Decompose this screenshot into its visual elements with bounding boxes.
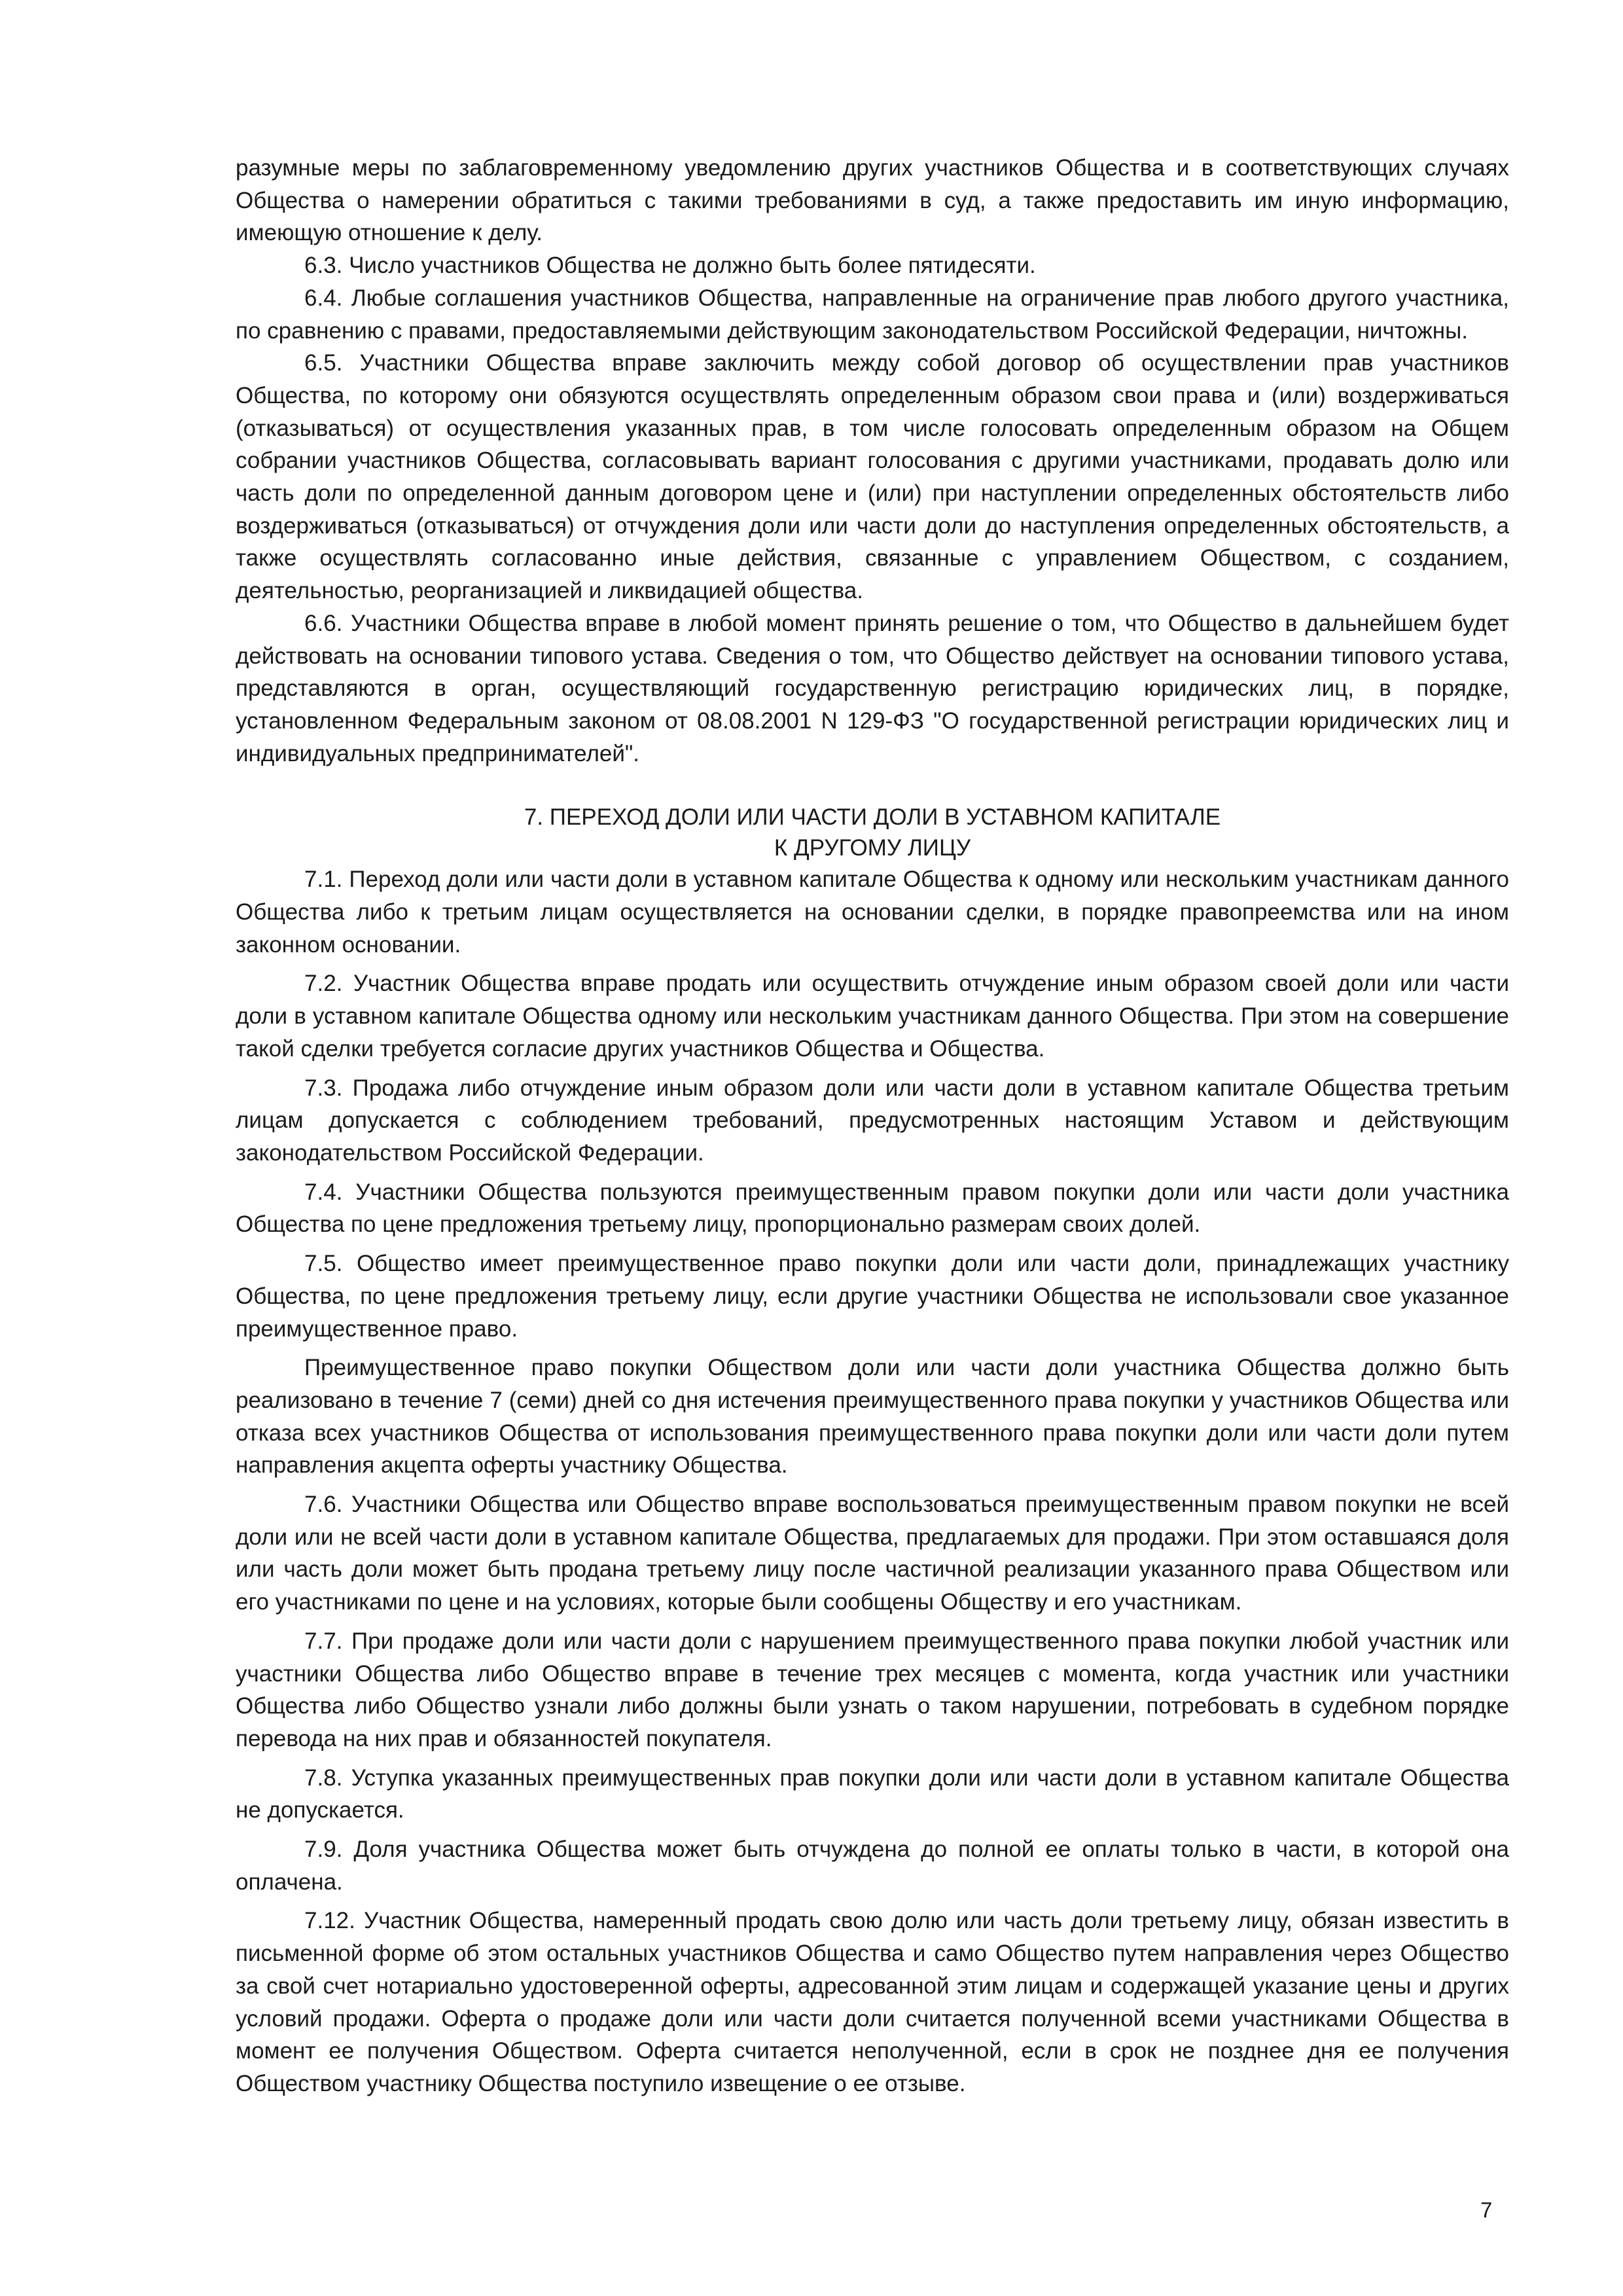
paragraph-6-4: 6.4. Любые соглашения участников Общества, направленные на ограничение прав любого другого участника, по сравнению с правами, предоставляемыми действующим законодательством Российской Федерации, ничтожны.: [236, 285, 1509, 344]
paragraph-6-3: 6.3. Число участников Общества не должно быть более пятидесяти.: [304, 253, 1036, 279]
paragraph-7-8: 7.8. Уступка указанных преимущественных прав покупки доли или части доли в уставном капитале Общества не допускается.: [236, 1765, 1509, 1823]
paragraph-preemptive-right: Преимущественное право покупки Обществом доли или части доли участника Общества должно быть реализовано в течение 7 (семи) дней со дня истечения преимущественного права покупки у участников Общества или отказа всех участников Общества от использования преимущественного права покупки доли или части доли путем направления акцепта оферты участнику Общества.: [236, 1355, 1509, 1479]
paragraphs-after: [236, 863, 1509, 2100]
paragraph-7-5: 7.5. Общество имеет преимущественное право покупки доли или части доли, принадлежащих участнику Общества, по цене предложения третьему лицу, если другие участники Общества не использовали свое указанное преимущественное право.: [236, 1251, 1509, 1342]
paragraph-7-9: 7.9. Доля участника Общества может быть отчуждена до полной ее оплаты только в части, в которой она оплачена.: [236, 1837, 1509, 1895]
paragraph: разумные меры по заблаговременному уведомлению других участников Общества и в соответствующих случаях Общества о намерении обратиться с такими требованиями в суд, а также предоставить им иную информацию, имеющую отношение к делу.: [236, 155, 1509, 246]
paragraph-6-5: 6.5. Участники Общества вправе заключить между собой договор об осуществлении прав участников Общества, по которому они обязуются осуществлять определенным образом свои права и (или) воздерживаться (отказываться) от осуществления указанных прав, в том числе голосовать определенным образом на Общем собрании участников Общества, согласовывать вариант голосования с другими участниками, продавать долю или часть доли по определенной данным договором цене и (или) при наступлении определенных обстоятельств либо воздерживаться (отказываться) от отчуждения доли или части доли до наступления определенных обстоятельств, а также осуществлять согласованно иные действия, связанные с управлением Обществом, с созданием, деятельностью, реорганизацией и ликвидацией общества.: [236, 350, 1509, 604]
paragraph-7-4: 7.4. Участники Общества пользуются преимущественным правом покупки доли или части доли участника Общества по цене предложения третьему лицу, пропорционально размерам своих долей.: [236, 1179, 1509, 1238]
paragraph-7-2: 7.2. Участник Общества вправе продать или осуществить отчуждение иным образом своей доли или части доли в уставном капитале Общества одному или нескольким участникам данного Общества. При этом на совершение такой сделки требуется согласие других участников Общества и Общества.: [236, 971, 1509, 1062]
page-number: 7: [1480, 2198, 1493, 2222]
paragraphs-before: [236, 152, 1509, 770]
paragraph-7-3: 7.3. Продажа либо отчуждение иным образом доли или части доли в уставном капитале Общества третьим лицам допускается с соблюдением требований, предусмотренных настоящим Уставом и действующим законодательством Российской Федерации.: [236, 1075, 1509, 1166]
paragraph-7-1: 7.1. Переход доли или части доли в уставном капитале Общества к одному или нескольким участникам данного Общества либо к третьим лицам осуществляется на основании сделки, в порядке правопреемства или на ином законном основании.: [236, 867, 1509, 958]
section-title-line-2: К ДРУГОМУ ЛИЦУ: [774, 835, 971, 861]
paragraph-6-6: 6.6. Участники Общества вправе в любой момент принять решение о том, что Общество в дальнейшем будет действовать на основании типового устава. Сведения о том, что Общество действует на основании типового устава, представляются в орган, осуществляющий государственную регистрацию юридических лиц, в порядке, установленном Федеральным законом от 08.08.2001 N 129-ФЗ "О государственной регистрации юридических лиц и индивидуальных предпринимателей".: [236, 610, 1509, 766]
paragraph-7-12: 7.12. Участник Общества, намеренный продать свою долю или часть доли третьему лицу, обязан известить в письменной форме об этом остальных участников Общества и само Общество путем направления через Общество за свой счет нотариально удостоверенной оферты, адресованной этим лицам и содержащей указание цены и других условий продажи. Оферта о продаже доли или части доли считается полученной всеми участниками Общества в момент ее получения Обществом. Оферта считается неполученной, если в срок не позднее дня ее получения Обществом участнику Общества поступило извещение о ее отзыве.: [236, 1908, 1509, 2096]
section-title-line-1: 7. ПЕРЕХОД ДОЛИ ИЛИ ЧАСТИ ДОЛИ В УСТАВНОМ КАПИТАЛЕ: [524, 804, 1221, 831]
document-page: [236, 152, 1509, 2100]
paragraph-7-7: 7.7. При продаже доли или части доли с нарушением преимущественного права покупки любой участник или участники Общества либо Общество вправе в течение трех месяцев с момента, когда участник или участники Общества либо Общество узнали либо должны были узнать о таком нарушении, потребовать в судебном порядке перевода на них прав и обязанностей покупателя.: [236, 1628, 1509, 1751]
paragraph-7-6: 7.6. Участники Общества или Общество вправе воспользоваться преимущественным правом покупки не всей доли или не всей части доли в уставном капитале Общества, предлагаемых для продажи. При этом оставшаяся доля или часть доли может быть продана третьему лицу после частичной реализации указанного права Обществом или его участниками по цене и на условиях, которые были сообщены Обществу и его участникам.: [236, 1492, 1509, 1615]
section-title: [236, 802, 1509, 863]
